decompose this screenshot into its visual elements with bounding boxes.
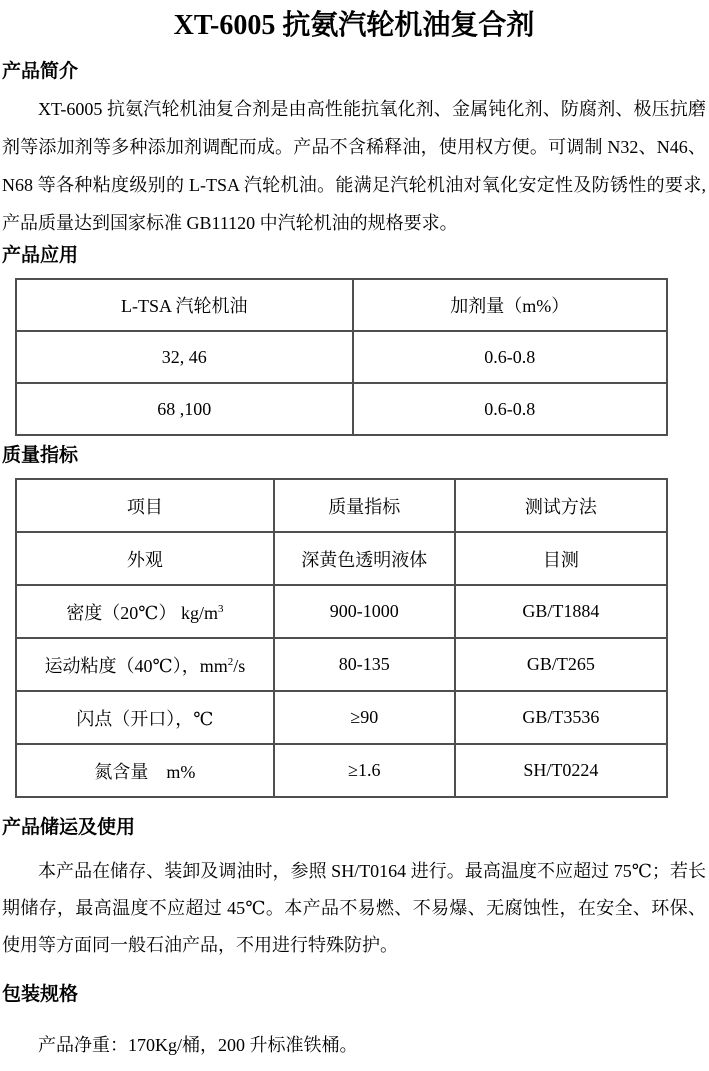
application-cell-grade: 32, 46 <box>16 331 353 383</box>
table-row <box>16 744 667 797</box>
quality-table <box>15 478 668 798</box>
quality-header-method: 测试方法 <box>455 479 667 532</box>
quality-cell-item: 闪点（开口），℃ <box>16 691 274 744</box>
quality-cell-value: ≥1.6 <box>274 744 455 797</box>
section-heading-quality: 质量指标 <box>2 445 79 466</box>
table-row <box>16 331 667 383</box>
quality-cell-value: 900-1000 <box>274 585 455 638</box>
application-header-dosage: 加剂量（m%） <box>353 279 667 331</box>
quality-cell-method: 目测 <box>455 532 667 585</box>
application-header-oil: L-TSA 汽轮机油 <box>16 279 353 331</box>
density-label: 密度（20℃） kg/m <box>66 602 218 623</box>
table-row <box>16 532 667 585</box>
application-table-header-row <box>16 279 667 331</box>
application-cell-dosage: 0.6-0.8 <box>353 383 667 435</box>
quality-cell-method: GB/T265 <box>455 638 667 691</box>
table-row <box>16 691 667 744</box>
quality-table-header-row <box>16 479 667 532</box>
quality-cell-item: 外观 <box>16 532 274 585</box>
table-row <box>16 585 667 638</box>
quality-cell-item: 氮含量 m% <box>16 744 274 797</box>
quality-cell-method: GB/T3536 <box>455 691 667 744</box>
table-row <box>16 383 667 435</box>
storage-paragraph: 本产品在储存、装卸及调油时，参照 SH/T0164 进行。最高温度不应超过 75℃；若长期储存，最高温度不应超过 45℃。本产品不易燃、不易爆、无腐蚀性，在安全、环保、使用等方面同一般石油产品，不用进行特殊防护。 <box>2 861 706 955</box>
viscosity-label-tail: /s <box>233 655 246 676</box>
section-heading-packaging: 包装规格 <box>2 984 79 1005</box>
quality-cell-item <box>16 585 274 638</box>
quality-header-spec: 质量指标 <box>274 479 455 532</box>
section-heading-application: 产品应用 <box>2 245 79 266</box>
application-cell-dosage: 0.6-0.8 <box>353 331 667 383</box>
section-heading-intro: 产品简介 <box>2 61 79 82</box>
quality-cell-method: SH/T0224 <box>455 744 667 797</box>
table-row <box>16 638 667 691</box>
intro-paragraph: XT-6005 抗氨汽轮机油复合剂是由高性能抗氧化剂、金属钝化剂、防腐剂、极压抗磨剂等添加剂等多种添加剂调配而成。产品不含稀释油，使用权方便。可调制 N32、N46、N68 等各种粘度级别的 L-TSA 汽轮机油。能满足汽轮机油对氧化安定性及防锈性的要求,产品质量达到国家标准 GB11120 中汽轮机油的规格要求。 <box>2 99 706 233</box>
quality-header-item: 项目 <box>16 479 274 532</box>
viscosity-label: 运动粘度（40℃），mm <box>44 655 228 676</box>
quality-cell-value: 深黄色透明液体 <box>274 532 455 585</box>
quality-cell-value: 80-135 <box>274 638 455 691</box>
quality-cell-item <box>16 638 274 691</box>
superscript: 3 <box>217 602 224 615</box>
superscript: 2 <box>227 655 234 668</box>
quality-cell-method: GB/T1884 <box>455 585 667 638</box>
section-heading-storage: 产品储运及使用 <box>2 817 136 838</box>
packaging-paragraph: 产品净重：170Kg/桶，200 升标准铁桶。 <box>38 1035 358 1055</box>
application-cell-grade: 68 ,100 <box>16 383 353 435</box>
application-table <box>15 278 668 436</box>
document-page <box>0 8 709 1057</box>
page-title: XT-6005 抗氨汽轮机油复合剂 <box>173 10 535 41</box>
quality-cell-value: ≥90 <box>274 691 455 744</box>
